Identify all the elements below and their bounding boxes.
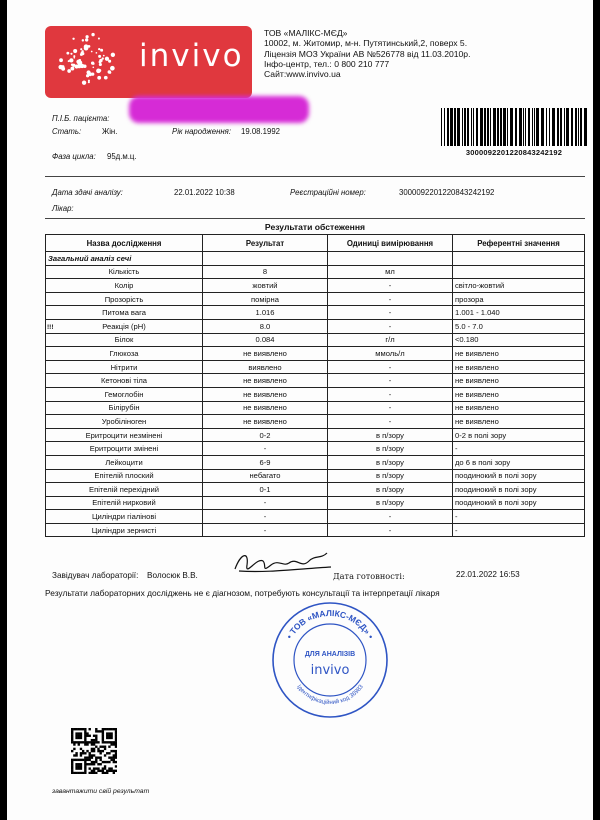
head-label: Завідувач лабораторії: bbox=[52, 571, 139, 580]
table-row bbox=[46, 415, 585, 429]
test-result: не виявлено bbox=[203, 387, 328, 401]
col-header: Референтні значення bbox=[453, 235, 585, 252]
test-reference: прозора bbox=[453, 292, 585, 306]
test-reference bbox=[453, 265, 585, 279]
signature-icon bbox=[227, 547, 337, 583]
test-name: Епітелій перехідний bbox=[46, 483, 203, 497]
test-name: Епітелій плоский bbox=[46, 469, 203, 483]
divider bbox=[45, 176, 585, 177]
col-header: Одиниці вимірювання bbox=[328, 235, 453, 252]
table-row bbox=[46, 523, 585, 537]
test-name: Циліндри гіалінові bbox=[46, 510, 203, 524]
ready-label: Дата готовності: bbox=[333, 571, 405, 581]
test-name: Кількість bbox=[46, 265, 203, 279]
company-info bbox=[264, 28, 470, 79]
test-unit: ммоль/л bbox=[328, 347, 453, 361]
test-name: Прозорість bbox=[46, 292, 203, 306]
dots-logo-icon bbox=[53, 32, 133, 92]
test-name: Нітрити bbox=[46, 360, 203, 374]
test-unit: - bbox=[328, 306, 453, 320]
test-name: Білок bbox=[46, 333, 203, 347]
test-unit: - bbox=[328, 374, 453, 388]
test-reference: 0-2 в полі зору bbox=[453, 428, 585, 442]
table-row bbox=[46, 292, 585, 306]
cycle-value: 95д.м.ц. bbox=[107, 152, 137, 161]
disclaimer: Результати лабораторних досліджень не є діагнозом, потребують консультації та інтерпретації лікаря bbox=[45, 588, 440, 598]
test-name: Еритроцити незмінені bbox=[46, 428, 203, 442]
reg-value: 300009220122084324219​2 bbox=[399, 188, 495, 197]
test-name: Глюкоза bbox=[46, 347, 203, 361]
table-row bbox=[46, 510, 585, 524]
table-row bbox=[46, 319, 585, 333]
stamp-top-text: • ТОВ «МАЛІКС-МЄД» • bbox=[284, 607, 376, 641]
test-name: Колір bbox=[46, 279, 203, 293]
col-header: Назва дослідження bbox=[46, 235, 203, 252]
test-name: Еритроцити змінені bbox=[46, 442, 203, 456]
company-phone: Інфо-центр, тел.: 0 800 210 777 bbox=[264, 58, 390, 69]
test-result: 0.084 bbox=[203, 333, 328, 347]
table-row bbox=[46, 265, 585, 279]
report-page bbox=[7, 0, 593, 820]
test-result: - bbox=[203, 496, 328, 510]
table-row bbox=[46, 455, 585, 469]
patient-name-label: П.І.Б. пацієнта: bbox=[52, 114, 110, 123]
head-value: Волосюк В.В. bbox=[147, 571, 198, 580]
table-row bbox=[46, 401, 585, 415]
table-row bbox=[46, 496, 585, 510]
divider bbox=[45, 218, 585, 219]
test-reference: до 6 в полі зору bbox=[453, 455, 585, 469]
stamp-brand: invivo bbox=[310, 663, 350, 678]
download-label: завантажити свій результат bbox=[52, 788, 150, 795]
table-row bbox=[46, 442, 585, 456]
table-row bbox=[46, 347, 585, 361]
test-name: Циліндри зернисті bbox=[46, 523, 203, 537]
abnormal-flag: !!! bbox=[47, 324, 54, 331]
table-header bbox=[46, 235, 585, 252]
test-unit: - bbox=[328, 360, 453, 374]
test-unit: в п/зору bbox=[328, 496, 453, 510]
test-unit: - bbox=[328, 319, 453, 333]
company-license: Ліцензія МОЗ України АВ №526778 від 11.03.2010р. bbox=[264, 48, 471, 59]
test-result: небагато bbox=[203, 469, 328, 483]
test-result: не виявлено bbox=[203, 401, 328, 415]
sex-label: Стать: bbox=[52, 127, 82, 136]
test-unit: в п/зору bbox=[328, 442, 453, 456]
test-result: - bbox=[203, 510, 328, 524]
results-title: Результати обстеження bbox=[264, 222, 366, 232]
test-reference: поодинокий в полі зору bbox=[453, 496, 585, 510]
test-unit: - bbox=[328, 523, 453, 537]
test-unit: в п/зору bbox=[328, 483, 453, 497]
reg-label: Реєстраційні номер: bbox=[290, 188, 366, 197]
test-reference: не виявлено bbox=[453, 401, 585, 415]
test-name: Реакція (pH) bbox=[46, 319, 203, 333]
test-unit: - bbox=[328, 401, 453, 415]
sex-value: Жін. bbox=[102, 127, 118, 136]
barcode-number: 300009220122084324219​2 bbox=[465, 148, 563, 157]
table-row bbox=[46, 279, 585, 293]
test-name: Кетонові тіла bbox=[46, 374, 203, 388]
doctor-label: Лікар: bbox=[52, 204, 74, 213]
test-name: Уробіліноген bbox=[46, 415, 203, 429]
test-unit: - bbox=[328, 510, 453, 524]
section-title: Загальний аналіз сечі bbox=[46, 252, 203, 266]
results-table bbox=[45, 234, 585, 537]
test-result: 1.016 bbox=[203, 306, 328, 320]
table-row bbox=[46, 483, 585, 497]
stamp-center-text: ДЛЯ АНАЛІЗІВ bbox=[304, 651, 356, 658]
test-reference: не виявлено bbox=[453, 374, 585, 388]
table-row bbox=[46, 333, 585, 347]
table-row bbox=[46, 374, 585, 388]
test-name: Лейкоцити bbox=[46, 455, 203, 469]
test-unit: - bbox=[328, 387, 453, 401]
table-row bbox=[46, 306, 585, 320]
test-reference: поодинокий в полі зору bbox=[453, 483, 585, 497]
test-reference: <0.180 bbox=[453, 333, 585, 347]
cycle-label: Фаза цикла: bbox=[52, 152, 96, 161]
test-result: помірна bbox=[203, 292, 328, 306]
test-reference: поодинокий в полі зору bbox=[453, 469, 585, 483]
test-reference: світло-жовтий bbox=[453, 279, 585, 293]
test-reference: не виявлено bbox=[453, 387, 585, 401]
test-reference: не виявлено bbox=[453, 415, 585, 429]
test-result: 8 bbox=[203, 265, 328, 279]
table-row bbox=[46, 428, 585, 442]
test-result: жовтий bbox=[203, 279, 328, 293]
invivo-logo bbox=[45, 26, 252, 98]
test-result: 6-9 bbox=[203, 455, 328, 469]
qr-code-icon[interactable] bbox=[71, 728, 117, 774]
test-name: Білірубін bbox=[46, 401, 203, 415]
test-result: не виявлено bbox=[203, 347, 328, 361]
test-result: не виявлено bbox=[203, 374, 328, 388]
test-result: - bbox=[203, 523, 328, 537]
company-site: Сайт:www.invivo.ua bbox=[264, 69, 341, 80]
ready-value: 22.01.2022 16:53 bbox=[456, 570, 520, 579]
test-result: виявлено bbox=[203, 360, 328, 374]
logo-text: invivo bbox=[139, 38, 244, 74]
test-result: 0-2 bbox=[203, 428, 328, 442]
col-header: Результат bbox=[203, 235, 328, 252]
company-address: 10002, м. Житомир, м-н. Путятинський,2, поверх 5. bbox=[264, 38, 468, 49]
stamp-icon bbox=[270, 600, 390, 720]
test-result: - bbox=[203, 442, 328, 456]
table-row bbox=[46, 387, 585, 401]
test-result: 8.0 bbox=[203, 319, 328, 333]
test-result: 0-1 bbox=[203, 483, 328, 497]
test-unit: мл bbox=[328, 265, 453, 279]
stamp-bottom-text: Ідентифікаційний код 36983 bbox=[295, 684, 365, 707]
date-label: Дата здачі аналізу: bbox=[52, 188, 123, 197]
test-unit: - bbox=[328, 415, 453, 429]
birth-value: 19.08.1992 bbox=[241, 127, 281, 136]
test-unit: в п/зору bbox=[328, 428, 453, 442]
birth-label: Рік народження: bbox=[172, 127, 232, 136]
test-reference: 5.0 - 7.0 bbox=[453, 319, 585, 333]
redacted-name bbox=[129, 96, 309, 123]
barcode-icon bbox=[441, 108, 587, 146]
test-reference: 1.001 - 1.040 bbox=[453, 306, 585, 320]
test-result: не виявлено bbox=[203, 415, 328, 429]
test-unit: г/л bbox=[328, 333, 453, 347]
test-reference: - bbox=[453, 510, 585, 524]
test-name: Гемоглобін bbox=[46, 387, 203, 401]
test-unit: - bbox=[328, 279, 453, 293]
test-name: Епітелій нирковий bbox=[46, 496, 203, 510]
date-value: 22.01.2022 10:38 bbox=[174, 188, 235, 197]
test-unit: в п/зору bbox=[328, 455, 453, 469]
test-unit: в п/зору bbox=[328, 469, 453, 483]
table-row bbox=[46, 469, 585, 483]
test-reference: не виявлено bbox=[453, 360, 585, 374]
test-reference: не виявлено bbox=[453, 347, 585, 361]
section-row bbox=[46, 252, 585, 266]
company-name: ТОВ «МАЛІКС-МЄД» bbox=[264, 28, 348, 38]
test-unit: - bbox=[328, 292, 453, 306]
test-reference: - bbox=[453, 523, 585, 537]
test-name: Питома вага bbox=[46, 306, 203, 320]
test-reference: - bbox=[453, 442, 585, 456]
table-row bbox=[46, 360, 585, 374]
